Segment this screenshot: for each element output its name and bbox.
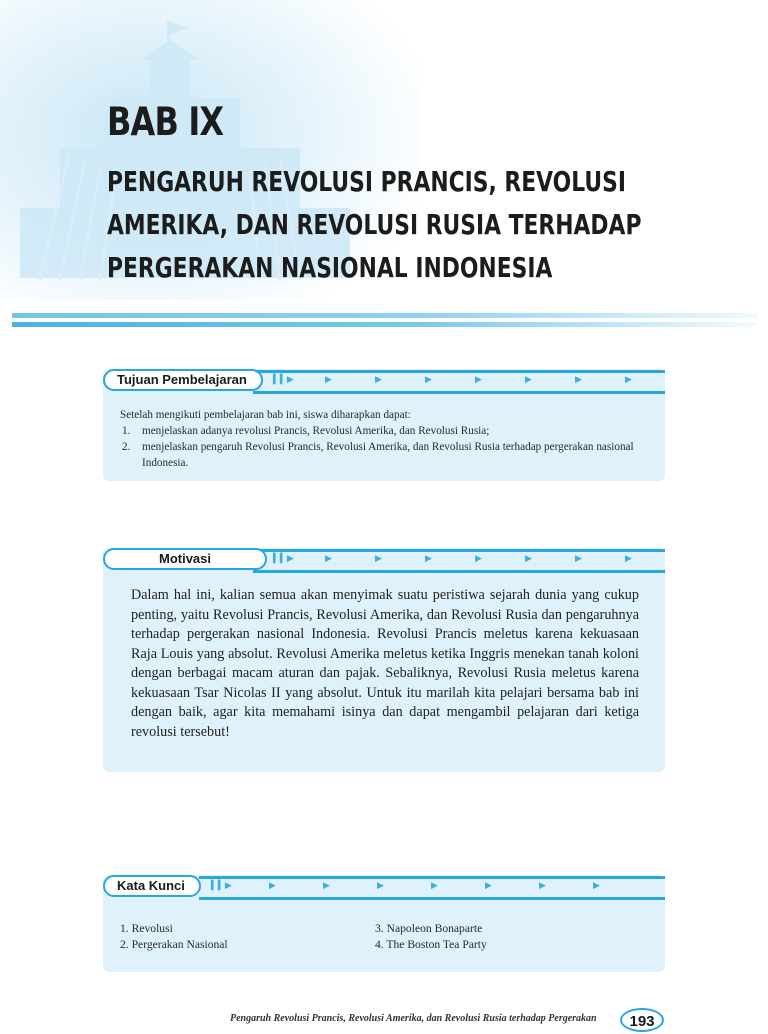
list-number: 3.	[375, 922, 384, 935]
list-item	[120, 439, 649, 471]
motivation-paragraph: Dalam hal ini, kalian semua akan menyimak suatu peristiwa sejarah dunia yang cukup penting, yaitu Revolusi Prancis, Revolusi Amerika, dan Revolusi Rusia dan pengaruhnya terhadap pergerakan nasional Indonesia. Revolusi Prancis meletus karena kekuasaan Raja Louis yang absolut. Revolusi Amerika meletus ketika Inggris menekan tanah koloni dengan berbagai macam aturan dan pajak. Sebaliknya, Revolusi Rusia meletus karena kekuasaan Tsar Nicolas II yang absolut. Untuk itu marilah kita pelajari bersama bab ini dengan baik, agar kita memahami isinya dan dapat mengambil pelajaran dari ketiga revolusi tersebut!	[131, 587, 639, 740]
list-number: 2.	[122, 441, 131, 453]
list-number: 4.	[375, 938, 384, 951]
keyword-text: The Boston Tea Party	[386, 938, 487, 951]
play-arrow-icon: ▶	[375, 374, 382, 384]
play-arrow-icon: ▶	[539, 880, 546, 890]
play-arrow-icon-row	[211, 880, 651, 894]
chapter-title-line: PERGERAKAN NASIONAL INDONESIA	[107, 251, 553, 284]
list-text: menjelaskan pengaruh Revolusi Prancis, Revolusi Amerika, dan Revolusi Rusia terhadap pergerakan nasional Indonesia.	[142, 441, 634, 469]
list-number: 1.	[122, 425, 131, 437]
motivation-box	[103, 548, 665, 772]
play-arrow-icon: ▶	[375, 553, 382, 563]
list-item	[120, 423, 649, 439]
keyword-item	[120, 921, 173, 937]
section-heading: Tujuan Pembelajaran	[103, 369, 263, 391]
play-arrow-icon: ▶	[575, 374, 582, 384]
objectives-body	[120, 407, 649, 471]
section-header	[103, 548, 665, 574]
list-number: 2.	[120, 938, 129, 951]
list-text: menjelaskan adanya revolusi Prancis, Revolusi Amerika, dan Revolusi Rusia;	[142, 425, 490, 437]
play-arrow-icon: ▶	[625, 553, 632, 563]
play-arrow-icon: ▶	[475, 553, 482, 563]
section-header	[103, 369, 665, 395]
section-heading: Motivasi	[103, 548, 267, 570]
play-arrow-icon: ▶	[377, 880, 384, 890]
section-heading: Kata Kunci	[103, 875, 201, 897]
play-arrow-icon: ▶	[425, 553, 432, 563]
chapter-title-line: AMERIKA, DAN REVOLUSI RUSIA TERHADAP	[107, 208, 642, 241]
play-arrow-icon: ▍▍▶	[273, 553, 294, 563]
play-arrow-icon: ▶	[269, 880, 276, 890]
header-rule	[253, 549, 665, 552]
play-arrow-icon: ▶	[575, 553, 582, 563]
chapter-label: BAB IX	[107, 100, 224, 145]
keyword-text: Napoleon Bonaparte	[386, 922, 483, 935]
play-arrow-icon: ▶	[431, 880, 438, 890]
play-arrow-icon: ▶	[525, 553, 532, 563]
header-divider-band	[12, 322, 757, 327]
play-arrow-icon: ▶	[475, 374, 482, 384]
play-arrow-icon: ▶	[425, 374, 432, 384]
play-arrow-icon-row	[273, 374, 653, 388]
header-rule	[253, 391, 665, 394]
list-number: 1.	[120, 922, 129, 935]
keyword-text: Revolusi	[131, 922, 173, 935]
play-arrow-icon: ▍▍▶	[273, 374, 294, 384]
running-footer-title: Pengaruh Revolusi Prancis, Revolusi Amerika, dan Revolusi Rusia terhadap Pergerakan	[230, 1013, 597, 1024]
play-arrow-icon: ▶	[625, 374, 632, 384]
play-arrow-icon: ▶	[323, 880, 330, 890]
keyword-item	[375, 937, 487, 953]
learning-objectives-box	[103, 369, 665, 481]
play-arrow-icon: ▶	[525, 374, 532, 384]
play-arrow-icon: ▶	[325, 553, 332, 563]
play-arrow-icon: ▶	[593, 880, 600, 890]
keyword-text: Pergerakan Nasional	[131, 938, 228, 951]
play-arrow-icon-row	[273, 553, 653, 567]
chapter-title-line: PENGARUH REVOLUSI PRANCIS, REVOLUSI	[107, 165, 626, 198]
header-rule	[253, 370, 665, 373]
play-arrow-icon: ▍▍▶	[211, 880, 232, 890]
chapter-title	[107, 160, 642, 289]
header-rule	[253, 570, 665, 573]
header-rule	[199, 876, 665, 879]
header-rule	[199, 897, 665, 900]
page-number: 193	[620, 1008, 664, 1032]
keyword-item	[120, 937, 228, 953]
keywords-box	[103, 875, 665, 972]
play-arrow-icon: ▶	[485, 880, 492, 890]
objectives-intro: Setelah mengikuti pembelajaran bab ini, siswa diharapkan dapat:	[120, 409, 411, 421]
play-arrow-icon: ▶	[325, 374, 332, 384]
section-header	[103, 875, 665, 901]
header-divider-band	[12, 313, 757, 318]
keyword-item	[375, 921, 482, 937]
objectives-list	[120, 423, 649, 471]
